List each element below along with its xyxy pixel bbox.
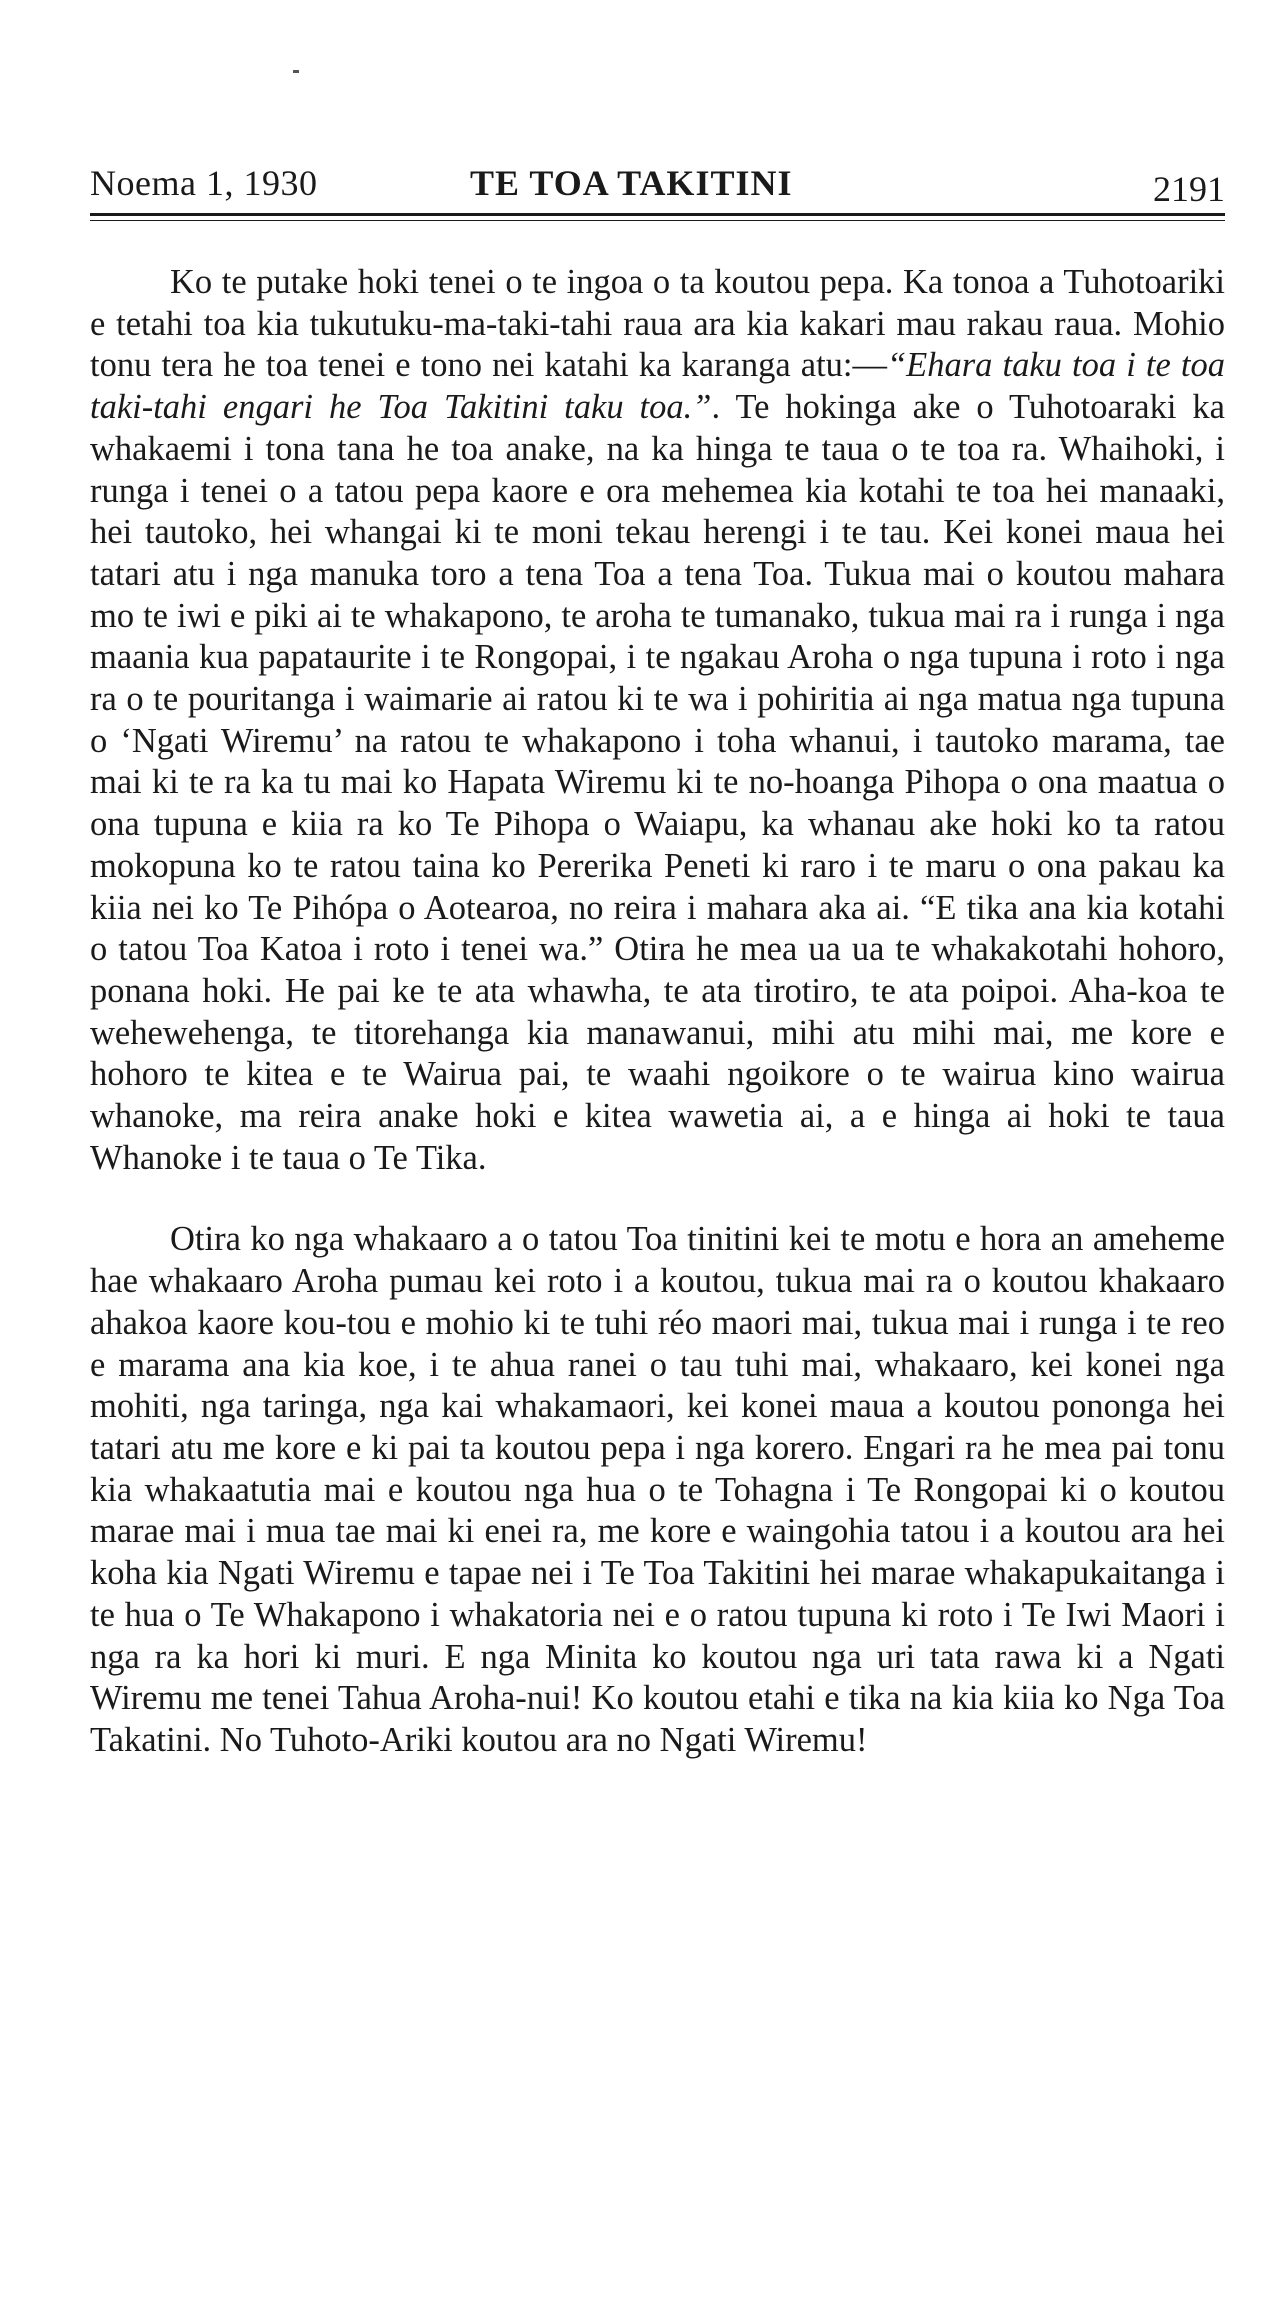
article-body [90,262,1225,1762]
paragraph-1-text-end: . Te hokinga ake o Tuhotoaraki ka whakaemi i tona tana he toa anake, na ka hinga te taua o te toa ra. Whaihoki, i runga i tenei o a tatou pepa kaore e ora mehemea kia kotahi te toa hei manaaki, hei tautoko, hei whangai ki te moni tekau herengi i te tau. Kei konei maua hei tatari atu i nga manuka toro a tena Toa a tena Toa. Tukua mai o koutou mahara mo te iwi e piki ai te whakapono, te aroha te tumanako, tukua mai ra i runga i nga maania kua papataurite i te Rongopai, i te ngakau Aroha o nga tupuna i roto i nga ra o te pouritanga i waimarie ai ratou ki te wa i pohiritia ai nga matua nga tupuna o ‘Ngati Wiremu’ na ratou te whakapono i toha whanui, i tautoko marama, tae mai ki te ra ka tu mai ko Hapata Wiremu ki te no-hoanga Pihopa o ona maatua o ona tupuna e kiia ra ko Te Pihopa o Waiapu, ka whanau ake hoki ko ta ratou mokopuna ko te ratou taina ko Pererika Peneti ki raro i te maru o ona pakau ka kiia nei ko Te Pihópa o Aotearoa, no reira i mahara aka ai. “E tika ana kia kotahi o tatou Toa Katoa i roto i tenei wa.” Otira he mea ua ua te whakakotahi hohoro, ponana hoki. He pai ke te ata whawha, te ata tirotiro, te ata poipoi. Aha-koa te wehewehenga, te titorehanga kia manawanui, mihi atu mihi mai, me kore e hohoro te kitea e te Wairua pai, te waahi ngoikore o te wairua kino wairua whanoke, ma reira anake hoki e kitea wawetia ai, a e hinga ai hoki te taua Whanoke i te taua o Te Tika. [90,388,1225,1177]
header-rule-thin [90,220,1225,221]
paragraph-2-text: Otira ko nga whakaaro a o tatou Toa tinitini kei te motu e hora an ameheme hae whakaaro Aroha pumau kei roto i a koutou, tukua mai ra o koutou khakaaro ahakoa kaore kou-tou e mohio ki te tuhi réo maori mai, tukua mai i runga i te reo e marama ana kia koe, i te ahua ranei o tau tuhi mai, whakaaro, kei konei nga mohiti, nga taringa, nga kai whakamaori, kei konei maua a koutou pononga hei tatari atu me kore e ki pai ta koutou pepa i nga korero. Engari ra he mea pai tonu kia whakaatutia mai e koutou nga hua o te Tohagna i Te Rongopai ki o koutou marae mai i mua tae mai ki enei ra, me kore e waingohia tatou i a koutou ara hei koha kia Ngati Wiremu e tapae nei i Te Toa Takitini hei marae whakapukaitanga i te hua o Te Whakapono i whakatoria nei e o ratou tupuna ki roto i Te Iwi Maori i nga ra ka hori ki muri. E nga Minita ko koutou nga uri tata rawa ki a Ngati Wiremu me tenei Tahua Aroha-nui! Ko koutou etahi e tika na kia kiia ko Nga Toa Takatini. No Tuhoto-Ariki koutou ara no Ngati Wiremu! [90,1220,1225,1759]
running-head [90,162,1225,210]
page-number: 2191 [1153,169,1225,209]
paragraph-1 [90,262,1225,1179]
paragraph-1-quote: “Ehara taku toa i te toa taki-tahi engari he Toa Takitini taku toa.” [90,346,1225,427]
print-speck [293,70,299,73]
paragraph-2 [90,1219,1225,1761]
paragraph-1-text-start: Ko te putake hoki tenei o te ingoa o ta koutou pepa. Ka tonoa a Tuhotoariki e tetahi toa kia tukutuku-ma-taki-tahi raua ara kia kakari mau rakau raua. Mohio tonu tera he toa tenei e tono nei katahi ka karanga atu:— [90,263,1225,385]
header-rule-thick [90,213,1225,216]
publication-title: TE TOA TAKITINI [470,163,793,203]
issue-date: Noema 1, 1930 [90,163,318,203]
